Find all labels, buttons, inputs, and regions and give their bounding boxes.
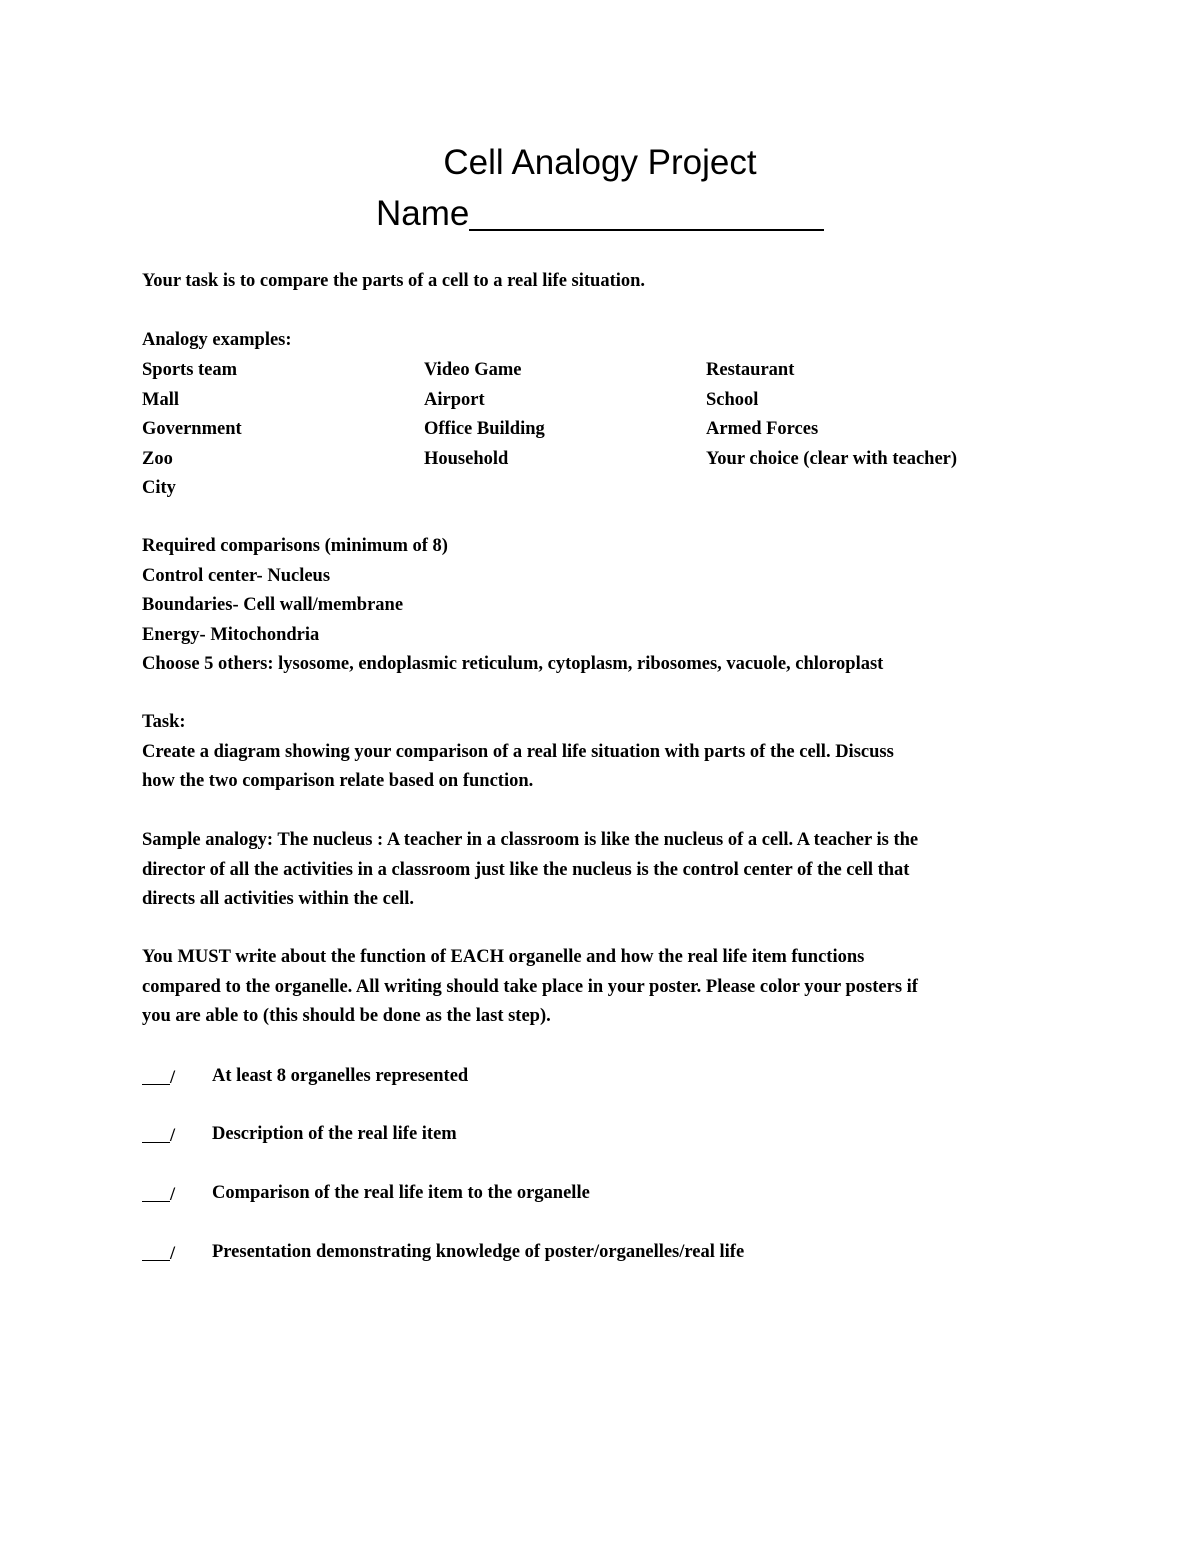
rubric-item <box>142 1062 1092 1092</box>
task-section <box>142 708 894 797</box>
rubric-item <box>142 1179 1092 1209</box>
analogy-item: Your choice (clear with teacher) <box>706 448 958 469</box>
sample-line: directs all activities within the cell. <box>142 889 414 909</box>
rubric-label: Presentation demonstrating knowledge of poster/organelles/real life <box>212 1242 745 1262</box>
page-title: Cell Analogy Project <box>443 143 757 182</box>
required-heading: Required comparisons (minimum of 8) <box>142 536 448 556</box>
analogy-item: Office Building <box>424 419 545 439</box>
task-heading: Task: <box>142 712 186 732</box>
rubric-item <box>142 1238 1092 1268</box>
task-line: Create a diagram showing your comparison of a real life situation with parts of the cell. Discuss <box>142 741 894 762</box>
analogy-item: Armed Forces <box>706 419 819 439</box>
analogy-item: Household <box>424 448 509 469</box>
requirements-line: you are able to (this should be done as the last step). <box>142 1006 551 1026</box>
name-label: Name <box>376 194 470 233</box>
score-blank[interactable]: / <box>142 1238 175 1270</box>
analogy-item: Restaurant <box>706 360 795 380</box>
required-item: Energy- Mitochondria <box>142 624 320 645</box>
analogy-item: Zoo <box>142 448 173 469</box>
requirements-paragraph <box>142 943 918 1032</box>
task-line: how the two comparison relate based on function. <box>142 771 534 791</box>
analogy-heading: Analogy examples: <box>142 330 292 350</box>
rubric-label: Comparison of the real life item to the organelle <box>212 1183 590 1203</box>
required-item: Choose 5 others: lysosome, endoplasmic reticulum, cytoplasm, ribosomes, vacuole, chloroplast <box>142 654 884 674</box>
score-blank[interactable]: / <box>142 1120 175 1152</box>
required-item: Boundaries- Cell wall/membrane <box>142 595 404 615</box>
name-field <box>376 192 824 236</box>
analogy-item: School <box>706 389 759 410</box>
analogy-column-2 <box>424 356 545 474</box>
requirements-line: compared to the organelle. All writing should take place in your poster. Please color your posters if <box>142 976 918 997</box>
analogy-column-3 <box>706 356 957 474</box>
name-blank-line[interactable] <box>469 195 824 231</box>
analogy-item: City <box>142 478 176 498</box>
analogy-item: Government <box>142 419 242 439</box>
rubric-label: At least 8 organelles represented <box>212 1066 469 1086</box>
rubric-item <box>142 1120 1092 1150</box>
analogy-item: Airport <box>424 389 485 410</box>
required-item: Control center- Nucleus <box>142 565 331 586</box>
sample-line: Sample analogy: The nucleus : A teacher in a classroom is like the nucleus of a cell. A teacher is the <box>142 830 919 850</box>
analogy-item: Sports team <box>142 360 238 380</box>
intro-text: Your task is to compare the parts of a cell to a real life situation. <box>142 271 646 291</box>
sample-analogy <box>142 826 918 915</box>
required-section <box>142 532 883 680</box>
sample-line: director of all the activities in a classroom just like the nucleus is the control center of the cell that <box>142 859 910 880</box>
score-blank[interactable]: / <box>142 1062 175 1094</box>
analogy-item: Video Game <box>424 360 522 380</box>
requirements-line: You MUST write about the function of EACH organelle and how the real life item functions <box>142 947 865 967</box>
analogy-item: Mall <box>142 389 179 410</box>
score-blank[interactable]: / <box>142 1179 175 1211</box>
analogy-column-1 <box>142 356 242 504</box>
rubric-label: Description of the real life item <box>212 1124 457 1144</box>
